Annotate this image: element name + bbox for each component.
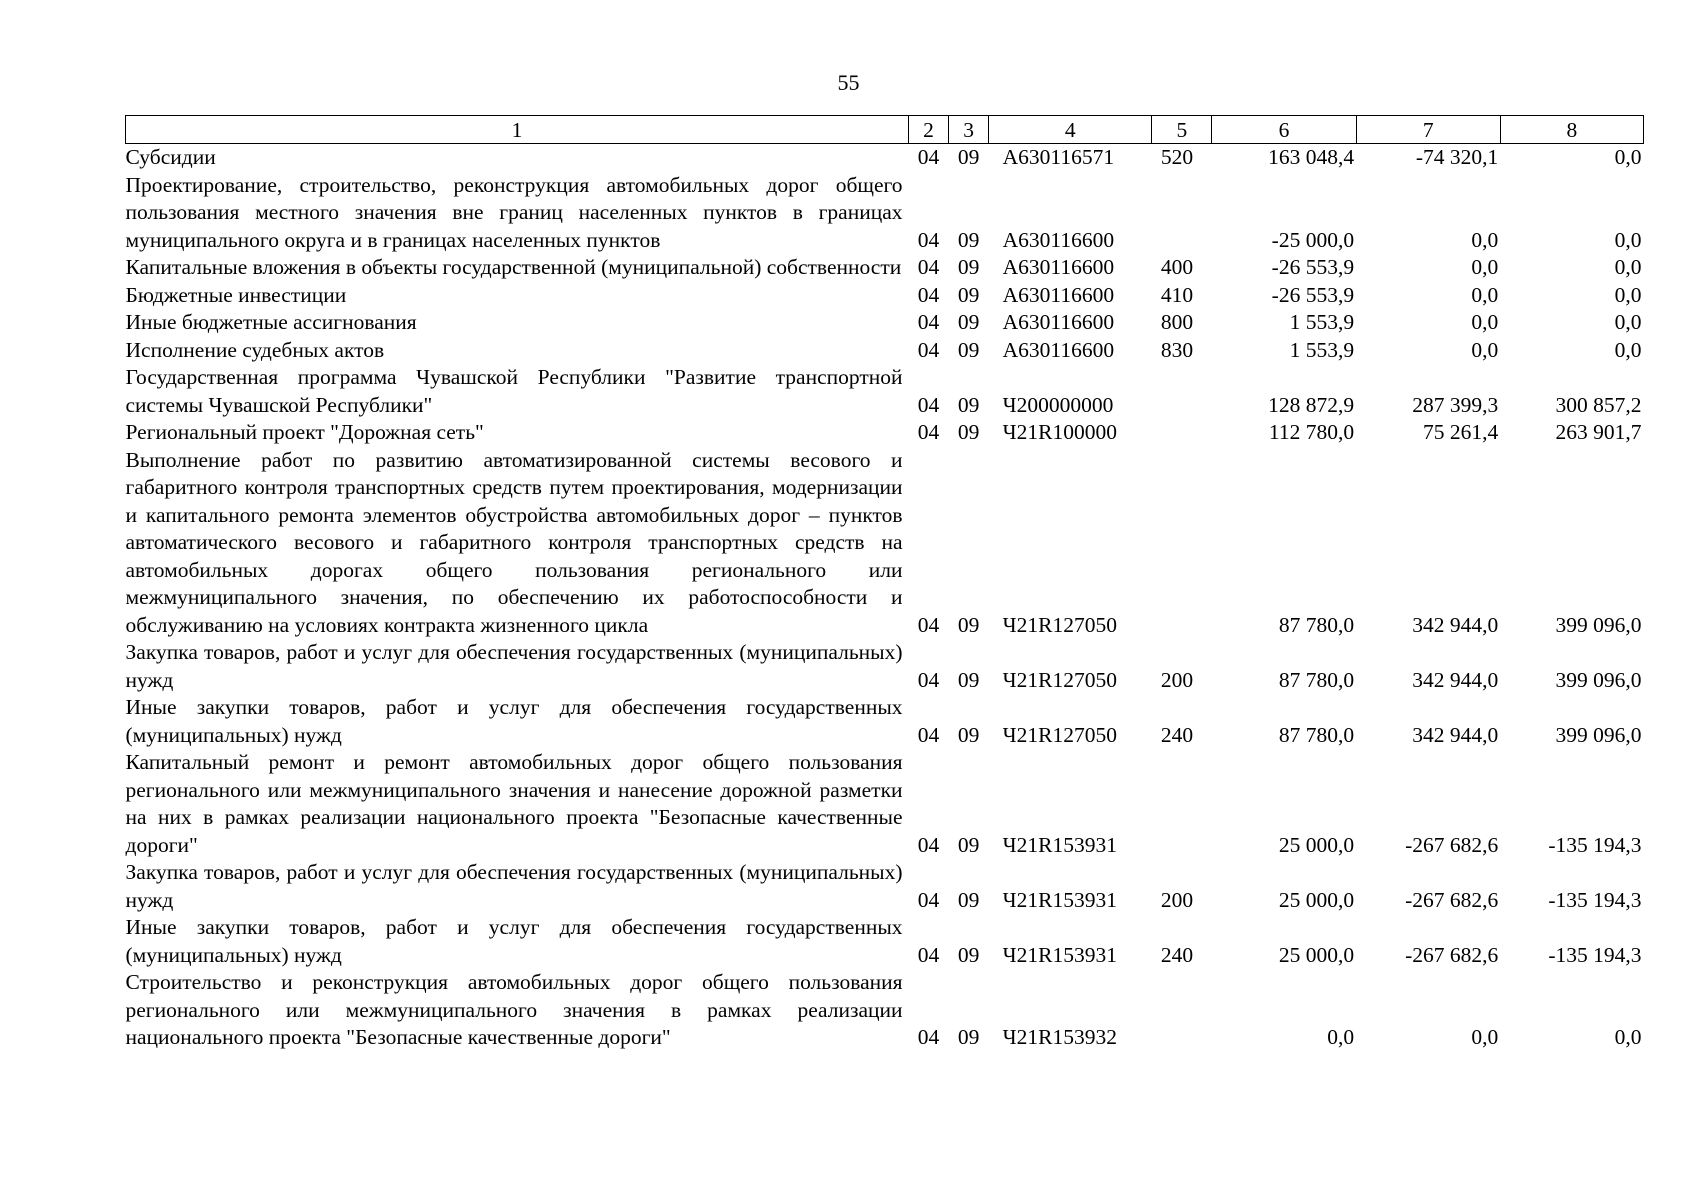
table-row bbox=[126, 914, 1644, 969]
target-article-code: Ч21R100000 bbox=[1002, 420, 1117, 444]
table-row bbox=[126, 447, 1644, 640]
row-name: Капитальные вложения в объекты государственной (муниципальной) собственности bbox=[125, 255, 902, 279]
expense-type-code: 520 bbox=[1160, 145, 1194, 169]
page-number: 55 bbox=[837, 70, 860, 95]
amount-col-6: 87 780,0 bbox=[1278, 612, 1355, 637]
subsection-code: 09 bbox=[957, 612, 980, 637]
subsection-code: 09 bbox=[957, 667, 980, 692]
expense-type-code bbox=[1152, 749, 1212, 859]
table-body bbox=[126, 144, 1644, 1052]
amount-col-8: 0,0 bbox=[1614, 227, 1642, 252]
row-name: Строительство и реконструкция автомобильных дорог общего пользования регионального или межмуниципального значения в рамках реализации национального проекта "Безопасные качественные дороги" bbox=[125, 970, 903, 1049]
expense-type-code: 200 bbox=[1160, 887, 1194, 912]
amount-col-7: 342 944,0 bbox=[1412, 667, 1499, 692]
column-header: 4 bbox=[989, 116, 1152, 144]
row-name: Проектирование, строительство, реконструкция автомобильных дорог общего пользования местного значения вне границ населенных пунктов в границах муниципального округа и в границах населенных пунктов bbox=[125, 172, 903, 252]
row-name: Иные закупки товаров, работ и услуг для обеспечения государственных (муниципальных) нужд bbox=[125, 695, 903, 747]
subsection-code: 09 bbox=[957, 337, 980, 362]
table-row bbox=[126, 282, 1644, 310]
amount-col-6: 87 780,0 bbox=[1278, 722, 1355, 747]
subsection-code: 09 bbox=[957, 392, 980, 417]
target-article-code: Ч21R153931 bbox=[1002, 942, 1117, 967]
subsection-code: 09 bbox=[957, 1025, 980, 1049]
section-code: 04 bbox=[917, 227, 940, 252]
expense-type-code bbox=[1152, 364, 1212, 419]
section-code: 04 bbox=[917, 392, 940, 417]
amount-col-6: -26 553,9 bbox=[1271, 282, 1355, 307]
amount-col-8: 0,0 bbox=[1614, 255, 1642, 279]
amount-col-8: -135 194,3 bbox=[1548, 887, 1642, 912]
target-article-code: Ч21R153931 bbox=[1002, 887, 1117, 912]
row-name: Иные бюджетные ассигнования bbox=[125, 310, 417, 334]
amount-col-6: 1 553,9 bbox=[1289, 337, 1355, 362]
table-row bbox=[126, 859, 1644, 914]
amount-col-8: -135 194,3 bbox=[1548, 832, 1642, 857]
column-header: 6 bbox=[1212, 116, 1356, 144]
expense-type-code bbox=[1152, 419, 1212, 447]
subsection-code: 09 bbox=[957, 310, 980, 334]
table-row bbox=[126, 337, 1644, 365]
column-header: 2 bbox=[909, 116, 949, 144]
target-article-code: Ч21R127050 bbox=[1002, 667, 1117, 692]
amount-col-8: 399 096,0 bbox=[1555, 722, 1642, 747]
section-code: 04 bbox=[917, 722, 940, 747]
column-header: 1 bbox=[126, 116, 909, 144]
column-header: 8 bbox=[1500, 116, 1643, 144]
table-row bbox=[126, 144, 1644, 172]
expense-type-code: 830 bbox=[1160, 337, 1194, 362]
expense-type-code: 410 bbox=[1160, 282, 1194, 307]
row-name: Закупка товаров, работ и услуг для обеспечения государственных (муниципальных) нужд bbox=[125, 640, 903, 692]
subsection-code: 09 bbox=[957, 145, 980, 169]
budget-table bbox=[125, 115, 1644, 1052]
target-article-code: А630116571 bbox=[1002, 145, 1115, 169]
subsection-code: 09 bbox=[957, 255, 980, 279]
expense-type-code bbox=[1152, 172, 1212, 255]
section-code: 04 bbox=[917, 887, 940, 912]
target-article-code: Ч200000000 bbox=[1002, 392, 1114, 417]
subsection-code: 09 bbox=[957, 282, 980, 307]
amount-col-7: 0,0 bbox=[1471, 1025, 1499, 1049]
amount-col-6: 163 048,4 bbox=[1268, 145, 1355, 169]
section-code: 04 bbox=[917, 282, 940, 307]
section-code: 04 bbox=[917, 667, 940, 692]
table-row bbox=[126, 969, 1644, 1052]
expense-type-code: 400 bbox=[1160, 255, 1194, 279]
table-row bbox=[126, 749, 1644, 859]
section-code: 04 bbox=[917, 1025, 940, 1049]
amount-col-8: -135 194,3 bbox=[1548, 942, 1642, 967]
target-article-code: А630116600 bbox=[1002, 255, 1115, 279]
column-header: 3 bbox=[949, 116, 989, 144]
amount-col-6: 0,0 bbox=[1327, 1025, 1355, 1049]
amount-col-8: 399 096,0 bbox=[1555, 612, 1642, 637]
row-name: Иные закупки товаров, работ и услуг для обеспечения государственных (муниципальных) нужд bbox=[125, 915, 903, 967]
amount-col-7: -74 320,1 bbox=[1415, 145, 1499, 169]
amount-col-7: 0,0 bbox=[1471, 310, 1499, 334]
row-name: Бюджетные инвестиции bbox=[125, 282, 347, 307]
target-article-code: Ч21R153931 bbox=[1002, 832, 1117, 857]
amount-col-6: -26 553,9 bbox=[1271, 255, 1355, 279]
table-row bbox=[126, 419, 1644, 447]
amount-col-6: -25 000,0 bbox=[1271, 227, 1355, 252]
target-article-code: Ч21R127050 bbox=[1002, 722, 1117, 747]
amount-col-7: -267 682,6 bbox=[1405, 942, 1499, 967]
expense-type-code bbox=[1152, 447, 1212, 640]
amount-col-8: 399 096,0 bbox=[1555, 667, 1642, 692]
amount-col-8: 0,0 bbox=[1614, 310, 1642, 334]
table-row bbox=[126, 254, 1644, 282]
target-article-code: А630116600 bbox=[1002, 337, 1115, 362]
target-article-code: Ч21R127050 bbox=[1002, 612, 1117, 637]
amount-col-8: 0,0 bbox=[1614, 282, 1642, 307]
subsection-code: 09 bbox=[957, 832, 980, 857]
row-name: Государственная программа Чувашской Республики "Развитие транспортной системы Чувашской Республики" bbox=[125, 365, 903, 417]
amount-col-6: 87 780,0 bbox=[1278, 667, 1355, 692]
row-name: Субсидии bbox=[125, 145, 216, 169]
subsection-code: 09 bbox=[957, 722, 980, 747]
expense-type-code: 240 bbox=[1160, 942, 1194, 967]
table-row bbox=[126, 694, 1644, 749]
amount-col-7: -267 682,6 bbox=[1405, 832, 1499, 857]
subsection-code: 09 bbox=[957, 420, 980, 444]
section-code: 04 bbox=[917, 310, 940, 334]
section-code: 04 bbox=[917, 255, 940, 279]
amount-col-8: 0,0 bbox=[1614, 1025, 1642, 1049]
target-article-code: А630116600 bbox=[1002, 310, 1115, 334]
amount-col-8: 0,0 bbox=[1614, 145, 1642, 169]
subsection-code: 09 bbox=[957, 887, 980, 912]
amount-col-7: 342 944,0 bbox=[1412, 612, 1499, 637]
amount-col-8: 263 901,7 bbox=[1555, 420, 1642, 444]
table-row bbox=[126, 172, 1644, 255]
amount-col-6: 25 000,0 bbox=[1278, 942, 1355, 967]
amount-col-6: 25 000,0 bbox=[1278, 832, 1355, 857]
amount-col-7: 0,0 bbox=[1471, 282, 1499, 307]
column-header: 7 bbox=[1356, 116, 1500, 144]
amount-col-7: 0,0 bbox=[1471, 227, 1499, 252]
expense-type-code bbox=[1152, 969, 1212, 1052]
section-code: 04 bbox=[917, 832, 940, 857]
table-header bbox=[126, 116, 1644, 144]
row-name: Выполнение работ по развитию автоматизированной системы весового и габаритного контроля транспортных средств путем проектирования, модернизации и капитального ремонта элементов обустройства автомобильных дорог – пунктов автоматического весового и габаритного контроля транспортных средств на автомобильных дорогах общего пользования регионального или межмуниципального значения, по обеспечению их работоспособности и обслуживанию на условиях контракта жизненного цикла bbox=[125, 447, 903, 637]
row-name: Закупка товаров, работ и услуг для обеспечения государственных (муниципальных) нужд bbox=[125, 860, 903, 912]
amount-col-7: 0,0 bbox=[1471, 255, 1499, 279]
table-row bbox=[126, 309, 1644, 337]
subsection-code: 09 bbox=[957, 227, 980, 252]
row-name: Исполнение судебных актов bbox=[125, 337, 385, 362]
amount-col-7: 0,0 bbox=[1471, 337, 1499, 362]
section-code: 04 bbox=[917, 337, 940, 362]
row-name: Региональный проект "Дорожная сеть" bbox=[125, 420, 484, 444]
section-code: 04 bbox=[917, 612, 940, 637]
column-header: 5 bbox=[1152, 116, 1212, 144]
row-name: Капитальный ремонт и ремонт автомобильных дорог общего пользования регионального или межмуниципального значения и нанесение дорожной разметки на них в рамках реализации национального проекта "Безопасные качественные дороги" bbox=[125, 750, 903, 857]
expense-type-code: 200 bbox=[1160, 667, 1194, 692]
section-code: 04 bbox=[917, 145, 940, 169]
amount-col-7: -267 682,6 bbox=[1405, 887, 1499, 912]
target-article-code: А630116600 bbox=[1002, 282, 1115, 307]
expense-type-code: 800 bbox=[1160, 310, 1194, 334]
amount-col-6: 112 780,0 bbox=[1268, 420, 1355, 444]
expense-type-code: 240 bbox=[1160, 722, 1194, 747]
amount-col-7: 75 261,4 bbox=[1423, 420, 1499, 444]
table-row bbox=[126, 364, 1644, 419]
section-code: 04 bbox=[917, 420, 940, 444]
amount-col-8: 300 857,2 bbox=[1555, 392, 1642, 417]
amount-col-8: 0,0 bbox=[1614, 337, 1642, 362]
amount-col-7: 342 944,0 bbox=[1412, 722, 1499, 747]
target-article-code: А630116600 bbox=[1002, 227, 1115, 252]
amount-col-6: 1 553,9 bbox=[1289, 310, 1355, 334]
subsection-code: 09 bbox=[957, 942, 980, 967]
amount-col-6: 25 000,0 bbox=[1278, 887, 1355, 912]
amount-col-6: 128 872,9 bbox=[1268, 392, 1355, 417]
section-code: 04 bbox=[917, 942, 940, 967]
target-article-code: Ч21R153932 bbox=[1002, 1025, 1117, 1049]
table-row bbox=[126, 639, 1644, 694]
amount-col-7: 287 399,3 bbox=[1412, 392, 1499, 417]
